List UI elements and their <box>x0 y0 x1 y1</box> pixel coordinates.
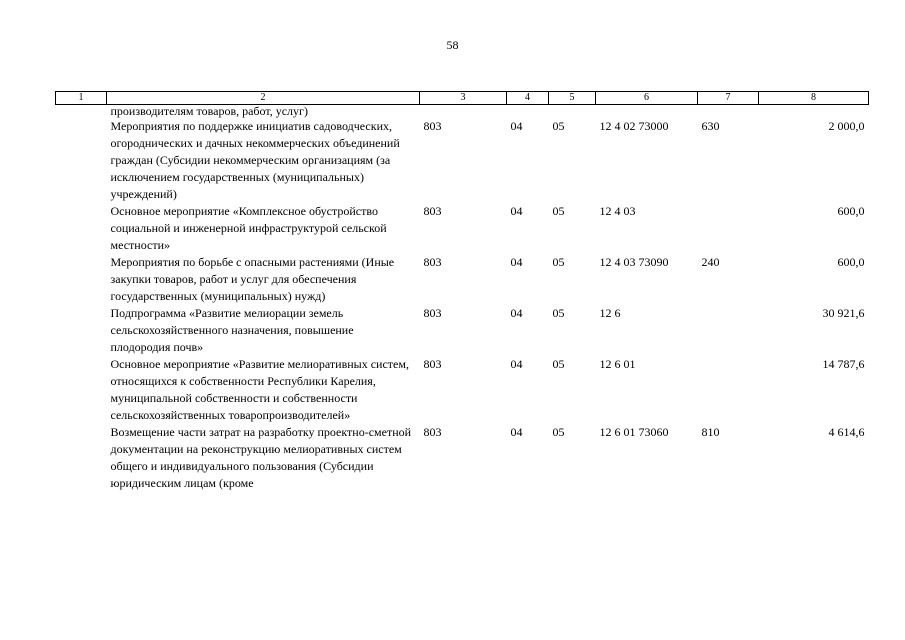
cell-index <box>56 305 107 356</box>
column-header-5: 5 <box>549 92 596 105</box>
cell-section: 04 <box>510 306 523 320</box>
cell-ministry-code: 803 <box>423 306 442 320</box>
cell-amount: 600,0 <box>837 255 865 269</box>
cell-section: 04 <box>510 119 523 133</box>
cell-expense-type <box>698 305 759 356</box>
cell-section: 04 <box>510 357 523 371</box>
cell-ministry-code: 803 <box>423 204 442 218</box>
continuation-text: производителям товаров, работ, услуг) <box>110 104 308 118</box>
cell-target-article: 12 4 02 73000 <box>599 119 669 133</box>
cell-index <box>56 203 107 254</box>
cell-expense-type: 810 <box>701 425 720 439</box>
cell-index <box>56 118 107 203</box>
column-header-8: 8 <box>759 92 869 105</box>
cell-subsection: 05 <box>552 306 565 320</box>
table-row <box>56 203 869 254</box>
table-header-row <box>56 92 869 105</box>
column-header-6: 6 <box>596 92 698 105</box>
column-header-7: 7 <box>698 92 759 105</box>
cell-index <box>56 424 107 492</box>
cell-name: Мероприятия по поддержке инициатив садоводческих, огороднических и дачных некоммерческих объединений граждан (Субсидии некоммерческим организациям (за исключением государственных (муниципальных) учреждений) <box>110 119 400 201</box>
cell-target-article: 12 4 03 73090 <box>599 255 669 269</box>
cell-amount: 2 000,0 <box>828 119 865 133</box>
cell-name: Возмещение части затрат на разработку проектно-сметной документации на реконструкцию мелиоративных систем общего и индивидуального пользования (Субсидии юридическим лицам (кроме <box>110 425 412 490</box>
budget-table <box>55 91 869 492</box>
table-row <box>56 356 869 424</box>
cell-amount: 600,0 <box>837 204 865 218</box>
cell-name: Основное мероприятие «Развитие мелиоративных систем, относящихся к собственности Республики Карелия, муниципальной собственности и собственности сельскохозяйственных товаропроизводителей» <box>110 357 409 422</box>
cell-name: Основное мероприятие «Комплексное обустройство социальной и инженерной инфраструктурой сельской местности» <box>110 204 387 252</box>
column-header-3: 3 <box>420 92 507 105</box>
cell-index <box>56 254 107 305</box>
cell-index <box>56 356 107 424</box>
cell-section: 04 <box>510 255 523 269</box>
cell-target-article: 12 4 03 <box>599 204 636 218</box>
cell-ministry-code: 803 <box>423 255 442 269</box>
cell-amount: 30 921,6 <box>822 306 865 320</box>
table-row <box>56 424 869 492</box>
cell-amount: 4 614,6 <box>828 425 865 439</box>
cell-section: 04 <box>510 204 523 218</box>
cell-section: 04 <box>510 425 523 439</box>
cell-ministry-code: 803 <box>423 119 442 133</box>
cell-subsection: 05 <box>552 255 565 269</box>
cell-name: Мероприятия по борьбе с опасными растениями (Иные закупки товаров, работ и услуг для обеспечения государственных (муниципальных) нужд) <box>110 255 395 303</box>
table-row <box>56 254 869 305</box>
cell-subsection: 05 <box>552 357 565 371</box>
cell-expense-type: 240 <box>701 255 720 269</box>
cell-ministry-code: 803 <box>423 425 442 439</box>
cell-name: Подпрограмма «Развитие мелиорации земель сельскохозяйственного назначения, повышение плодородия почв» <box>110 306 354 354</box>
cell-subsection: 05 <box>552 119 565 133</box>
table-row <box>56 118 869 203</box>
cell-target-article: 12 6 <box>599 306 621 320</box>
cell-ministry-code: 803 <box>423 357 442 371</box>
cell-expense-type: 630 <box>701 119 720 133</box>
cell-target-article: 12 6 01 73060 <box>599 425 669 439</box>
cell-subsection: 05 <box>552 204 565 218</box>
column-header-2: 2 <box>107 92 420 105</box>
cell-amount: 14 787,6 <box>822 357 865 371</box>
page-number: 58 <box>446 38 459 52</box>
continuation-row <box>56 105 869 119</box>
cell-subsection: 05 <box>552 425 565 439</box>
cell-expense-type <box>698 356 759 424</box>
table-row <box>56 305 869 356</box>
cell-expense-type <box>698 203 759 254</box>
cell-target-article: 12 6 01 <box>599 357 636 371</box>
column-header-1: 1 <box>56 92 107 105</box>
column-header-4: 4 <box>507 92 549 105</box>
